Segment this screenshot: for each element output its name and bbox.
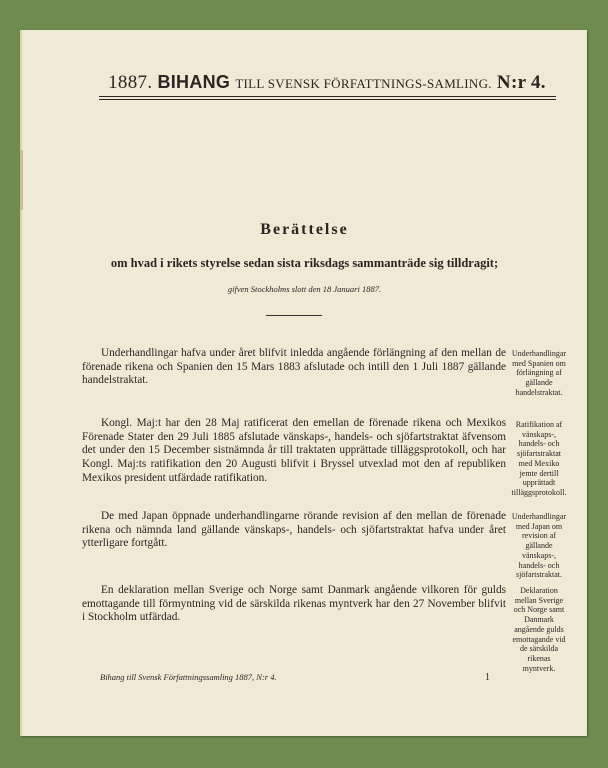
header-bihang: BIHANG [157,72,231,92]
page-number: 1 [485,672,490,683]
document-page [20,30,587,736]
paragraph-japan: De med Japan öppnade underhandlingarne rörande revision af den mellan de förenade rikena och nämnda land gällande vänskaps-, handels- och sjöfartstraktat hafva under året ytterligare fortgått. [82,510,506,550]
header-title: TILL SVENSK FÖRFATTNINGS-SAMLING. [235,76,492,91]
document-title: Berättelse [260,221,349,238]
page-footer: Bihang till Svensk Författningssamling 1887, N:r 4. [100,672,277,682]
margin-note-mexico: Ratifikation af vänskaps-, handels- och sjöfartstraktat med Mexiko jemte dertill upprättadt tilläggsprotokoll. [511,420,567,497]
margin-note-japan: Underhandlingar med Japan om revision af gällande vänskaps-, handels- och sjöfartstraktat. [511,512,567,580]
header-rule-bottom [99,99,556,100]
header-year: 1887. [108,72,153,93]
document-dateline: gifven Stockholms slott den 18 Januari 1887. [227,284,382,294]
paragraph-denmark: En deklaration mellan Sverige och Norge samt Danmark angående vilkoren för gulds emottagande till förmyntning vid de särskilda rikenas myntverk har den 27 November blifvit i Stockholm utfärdad. [82,584,506,624]
section-divider [266,315,322,316]
paragraph-mexico: Kongl. Maj:t har den 28 Maj ratificerat den emellan de förenade rikena och Mexikos Förenade Stater den 29 Juli 1885 afslutade vänskaps-, handels- och sjöfartstraktat äfvensom det under den 15 December sistnämnda år till traktaten upprättade tilläggsprotokoll, och har Kongl. Maj:ts ratifikation den 20 Augusti blifvit i Bryssel utvexlad mot den af republiken Mexikos president utfärdade ratifikation. [82,417,506,484]
margin-note-spain: Underhandlingar med Spanien om förlängning af gällande handelstraktat. [511,349,567,397]
header-rule-top [99,96,556,97]
margin-note-denmark: Deklaration mellan Sverige och Norge samt Danmark angående gulds emottagande vid de särskilda rikenas myntverk. [512,586,566,673]
paragraph-spain: Underhandlingar hafva under året blifvit inledda angående förlängning af den mellan de förenade rikena och Spanien den 15 Mars 1883 afslutade och intill den 1 Juli 1887 gällande handelstraktat. [82,347,506,387]
header-number: N:r 4. [496,72,546,93]
document-subtitle: om hvad i rikets styrelse sedan sista riksdags sammanträde sig tilldragit; [110,256,499,270]
page-header [97,72,557,94]
page-edge-wear [20,150,23,210]
